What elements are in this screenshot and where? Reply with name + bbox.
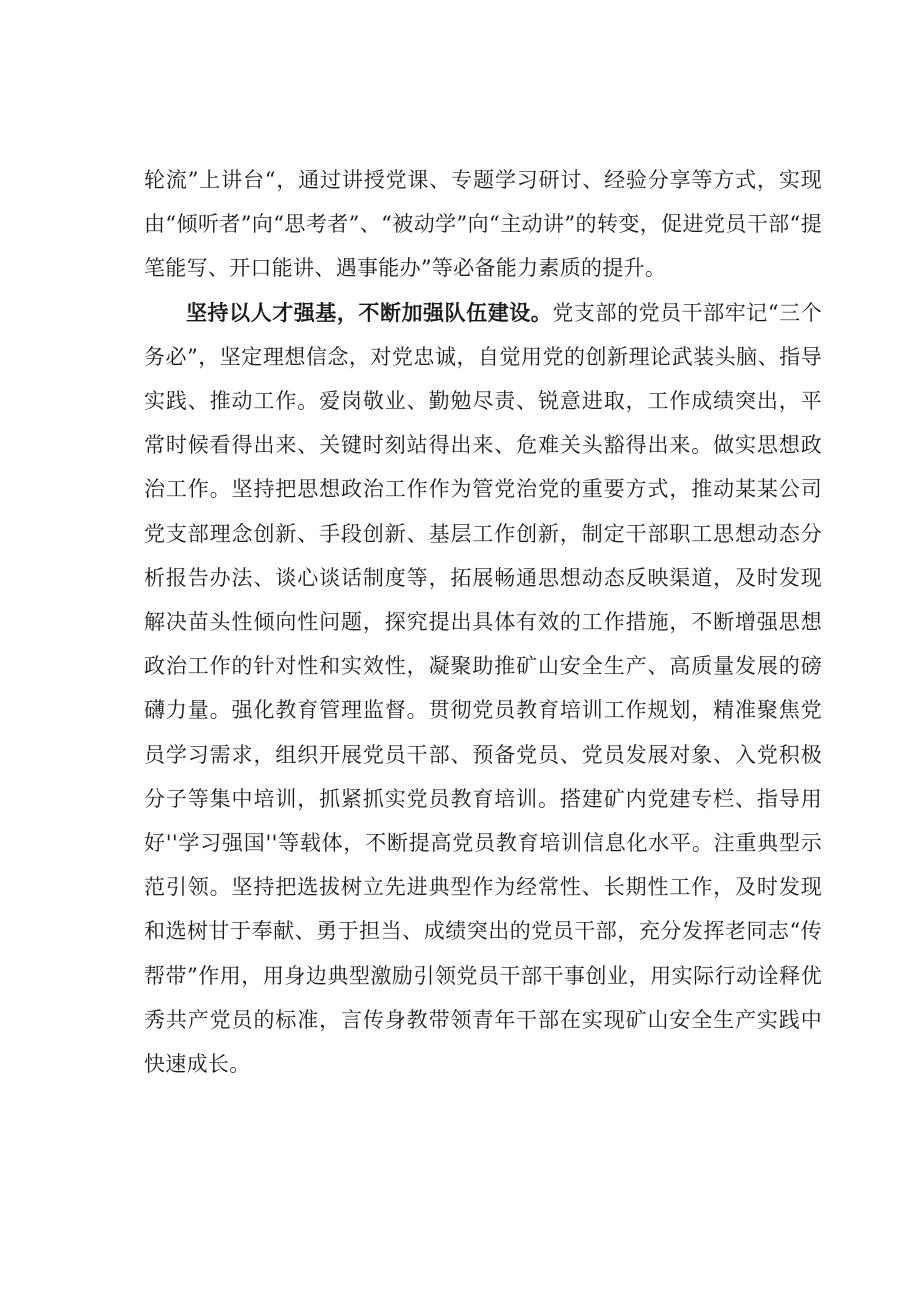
paragraph-text: 轮流”上讲台“，通过讲授党课、专题学习研讨、经验分享等方式，实现由“倾听者”向“思考者”、“被动学”向“主动讲”的转变，促进党员干部“提笔能写、开口能讲、遇事能办”等必备能力素质的提升。 (144, 168, 822, 281)
paragraph-team-building (144, 291, 822, 1087)
paragraph-text: 党支部的党员干部牢记“三个务必”，坚定理想信念，对党忠诚，自觉用党的创新理论武装头脑、指导实践、推动工作。爱岗敬业、勤勉尽责、锐意进取，工作成绩突出，平常时候看得出来、关键时刻站得出来、危难关头豁得出来。做实思想政治工作。坚持把思想政治工作作为管党治党的重要方式，推动某某公司党支部理念创新、手段创新、基层工作创新，制定干部职工思想动态分析报告办法、谈心谈话制度等，拓展畅通思想动态反映渠道，及时发现解决苗头性倾向性问题，探究提出具体有效的工作措施，不断增强思想政治工作的针对性和实效性，凝聚助推矿山安全生产、高质量发展的磅礴力量。强化教育管理监督。贯彻党员教育培训工作规划，精准聚焦党员学习需求，组织开展党员干部、预备党员、党员发展对象、入党积极分子等集中培训，抓紧抓实党员教育培训。搭建矿内党建专栏、指导用好''学习强国''等载体，不断提高党员教育培训信息化水平。注重典型示范引领。坚持把选拔树立先进典型作为经常性、长期性工作，及时发现和选树甘于奉献、勇于担当、成绩突出的党员干部，充分发挥老同志“传帮带”作用，用身边典型激励引领党员干部干事创业，用实际行动诠释优秀共产党员的标准，言传身教带领青年干部在实现矿山安全生产实践中快速成长。 (144, 300, 822, 1077)
paragraph-continuation (144, 158, 822, 291)
document-body (144, 158, 822, 1086)
paragraph-lead-heading: 坚持以人才强基，不断加强队伍建设。 (186, 299, 553, 325)
